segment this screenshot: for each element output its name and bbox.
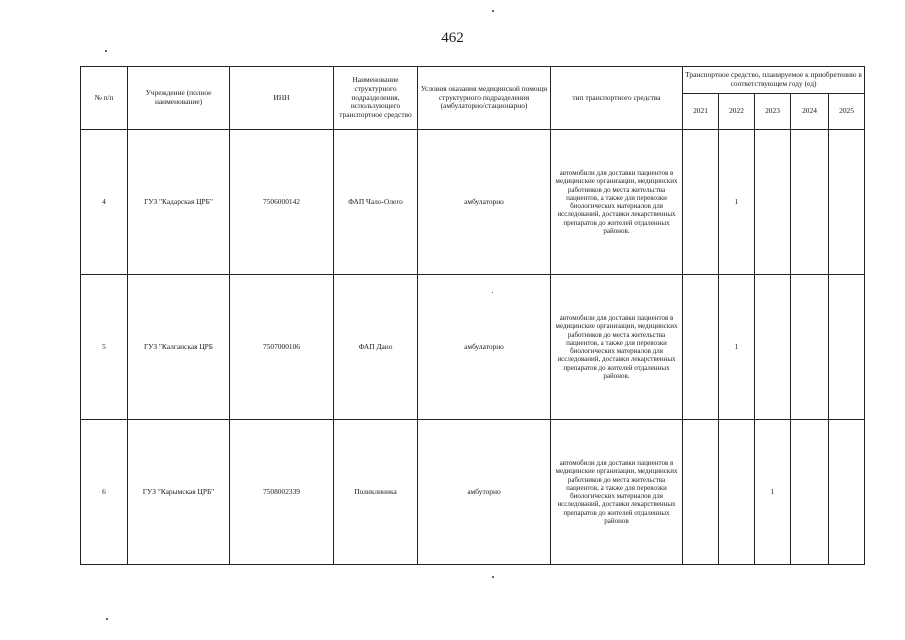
scan-speck [105, 50, 107, 52]
cell-year-2024 [791, 130, 829, 275]
cell-year-2022 [719, 420, 755, 565]
header-row [81, 67, 865, 94]
cell-transport-type: автомобили для доставки пациентов в медицинские организации, медицинских работников до места жительства пациентов, а также для перевозки биологических материалов для исследований, доставки лекарственных препаратов до жителей отдаленных районов. [551, 275, 683, 420]
scan-speck [106, 618, 108, 620]
cell-year-2022: 1 [719, 130, 755, 275]
cell-subdivision: ФАП Дано [334, 275, 418, 420]
header-year: 2024 [791, 94, 829, 130]
cell-transport-type: автомобили для доставки пациентов в медицинские организации, медицинских работников до места жительства пациентов, а также для перевозки биологических материалов для исследований, доставки лекарственных препаратов до жителей отдаленных районов. [551, 130, 683, 275]
cell-subdivision: Поликлиника [334, 420, 418, 565]
header-inn: ИНН [230, 67, 334, 130]
page-number: 462 [441, 30, 464, 46]
cell-year-2021 [683, 130, 719, 275]
cell-year-2021 [683, 275, 719, 420]
cell-year-2023 [755, 130, 791, 275]
cell-year-2025 [829, 275, 865, 420]
cell-year-2025 [829, 420, 865, 565]
cell-institution: ГУЗ "Карымская ЦРБ" [128, 420, 230, 565]
header-planned: Транспортное средство, планируемое к приобретению в соответствующем году (ед) [683, 67, 865, 94]
cell-inn: 7507000106 [230, 275, 334, 420]
cell-num: 5 [81, 275, 128, 420]
header-institution: Учреждение (полное наименование) [128, 67, 230, 130]
transport-plan-table [80, 66, 865, 565]
header-year: 2023 [755, 94, 791, 130]
cell-institution: ГУЗ "Калганская ЦРБ [128, 275, 230, 420]
header-year: 2021 [683, 94, 719, 130]
cell-conditions: амбулаторно [418, 130, 551, 275]
cell-year-2023: 1 [755, 420, 791, 565]
header-year: 2025 [829, 94, 865, 130]
cell-year-2022: 1 [719, 275, 755, 420]
header-num: № п/п [81, 67, 128, 130]
cell-num: 4 [81, 130, 128, 275]
cell-subdivision: ФАП Чало-Олего [334, 130, 418, 275]
cell-inn: 7506000142 [230, 130, 334, 275]
table-row [81, 275, 865, 420]
scan-speck [492, 576, 494, 578]
header-transport-type: тип транспортного средства [551, 67, 683, 130]
cell-transport-type: автомобили для доставки пациентов в медицинские организации, медицинских работников до места жительства пациентов, а также для перевозки биологических материалов для исследований, доставки лекарственных препаратов до жителей отдаленных районов [551, 420, 683, 565]
cell-num: 6 [81, 420, 128, 565]
table-row [81, 420, 865, 565]
cell-year-2025 [829, 130, 865, 275]
cell-inn: 7508002339 [230, 420, 334, 565]
header-subdivision: Наименование структурного подразделения, использующего транспортное средство [334, 67, 418, 130]
cell-year-2024 [791, 275, 829, 420]
table-row [81, 130, 865, 275]
header-year: 2022 [719, 94, 755, 130]
cell-year-2024 [791, 420, 829, 565]
scan-speck [492, 10, 494, 12]
cell-year-2021 [683, 420, 719, 565]
header-conditions: Условия оказания медицинской помощи структурного подразделения (амбулаторно/стационарно) [418, 67, 551, 130]
cell-institution: ГУЗ "Кадарская ЦРБ" [128, 130, 230, 275]
cell-year-2023 [755, 275, 791, 420]
cell-conditions: амбулаторно [418, 275, 551, 420]
cell-conditions: амбуторно [418, 420, 551, 565]
